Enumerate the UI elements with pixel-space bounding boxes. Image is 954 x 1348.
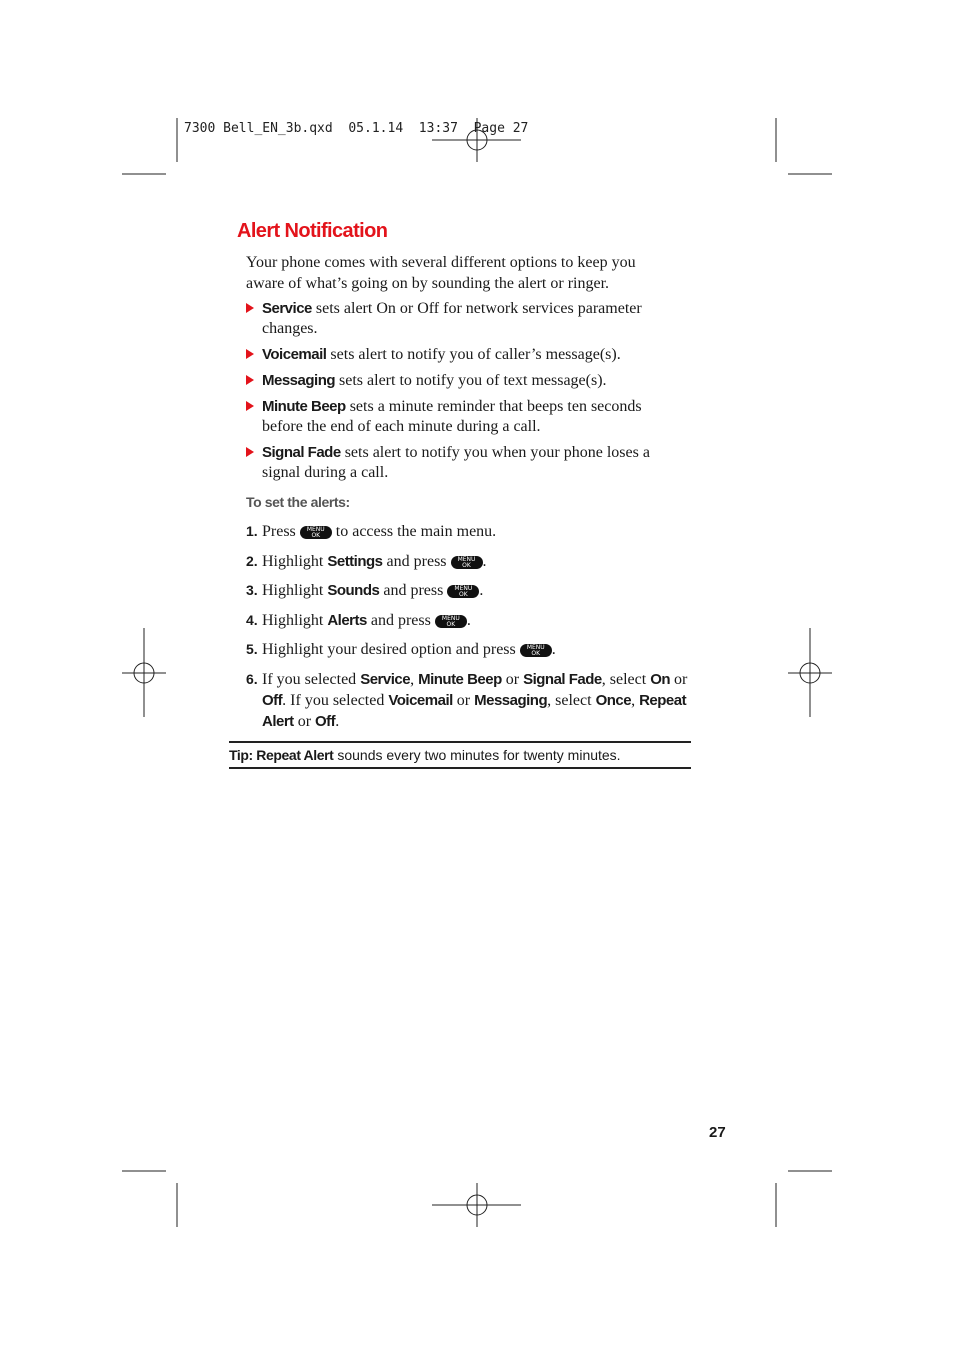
step-text: Highlight: [262, 582, 328, 599]
step-term: Sounds: [327, 582, 380, 599]
arrow-icon: [246, 303, 254, 313]
bullet-term: Minute Beep: [262, 398, 346, 415]
step-4: 4. Highlight Alerts and press MENU OK .: [246, 612, 471, 629]
step-number: 5.: [246, 641, 258, 657]
bullet-term: Service: [262, 300, 312, 317]
step-number: 3.: [246, 582, 258, 598]
menu-ok-key-icon: MENU OK: [435, 615, 467, 628]
step-number: 6.: [246, 671, 258, 687]
bullet-text: sets alert to notify you when your phone loses a signal during a call.: [262, 444, 650, 481]
bullet-minute-beep: [246, 397, 676, 437]
bullet-text: sets alert On or Off for network services parameter changes.: [262, 300, 642, 337]
bullet-term: Messaging: [262, 372, 336, 389]
procedure-heading: To set the alerts:: [246, 494, 350, 510]
bullet-text: sets alert to notify you of text message(s).: [335, 372, 607, 389]
step-6: 6. If you selected Service, Minute Beep or Signal Fade, select On or Off. If you selected Voicemail or Messaging, select Once, Repeat Alert or Off.: [246, 671, 688, 730]
step-2: 2. Highlight Settings and press MENU OK .: [246, 553, 487, 570]
bullet-service: [246, 299, 676, 339]
page-title: Alert Notification: [237, 220, 388, 242]
step-text: Highlight your desired option and press: [262, 641, 520, 658]
arrow-icon: [246, 375, 254, 385]
step-3: 3. Highlight Sounds and press MENU OK .: [246, 582, 484, 599]
bullet-signal-fade: [246, 443, 676, 483]
arrow-icon: [246, 447, 254, 457]
bullet-term: Voicemail: [262, 346, 327, 363]
bullet-messaging: [246, 371, 676, 391]
bullet-term: Signal Fade: [262, 444, 341, 461]
print-slug: 7300 Bell_EN_3b.qxd 05.1.14 13:37 Page 27: [184, 121, 529, 136]
step-text: Press: [262, 523, 300, 540]
step-5: 5. Highlight your desired option and press MENU OK .: [246, 641, 556, 658]
bullet-voicemail: [246, 345, 676, 365]
menu-ok-key-icon: MENU OK: [447, 585, 479, 598]
step-number: 4.: [246, 612, 258, 628]
bullet-text: sets alert to notify you of caller’s message(s).: [326, 346, 621, 363]
step-text: to access the main menu.: [331, 523, 497, 540]
step-term: Alerts: [327, 612, 367, 629]
tip-box: [229, 741, 691, 769]
page-number: 27: [709, 1124, 726, 1141]
menu-ok-key-icon: MENU OK: [300, 526, 332, 539]
step-text: and press: [366, 612, 435, 629]
arrow-icon: [246, 349, 254, 359]
step-text: and press: [382, 553, 451, 570]
step-text: and press: [379, 582, 448, 599]
intro-text: Your phone comes with several different options to keep you aware of what’s going on by sounding the alert or ringer.: [246, 254, 636, 292]
menu-ok-key-icon: MENU OK: [451, 556, 483, 569]
step-text: Highlight: [262, 612, 328, 629]
step-number: 1.: [246, 523, 258, 539]
menu-ok-key-icon: MENU OK: [520, 644, 552, 657]
step-1: [246, 521, 691, 542]
step-term: Settings: [327, 553, 383, 570]
step-text: Highlight: [262, 553, 328, 570]
arrow-icon: [246, 401, 254, 411]
tip-label: Tip: Repeat Alert: [229, 747, 334, 763]
step-number: 2.: [246, 553, 258, 569]
tip-text: sounds every two minutes for twenty minutes.: [333, 747, 621, 763]
bullet-text: sets a minute reminder that beeps ten seconds before the end of each minute during a call.: [262, 398, 642, 435]
